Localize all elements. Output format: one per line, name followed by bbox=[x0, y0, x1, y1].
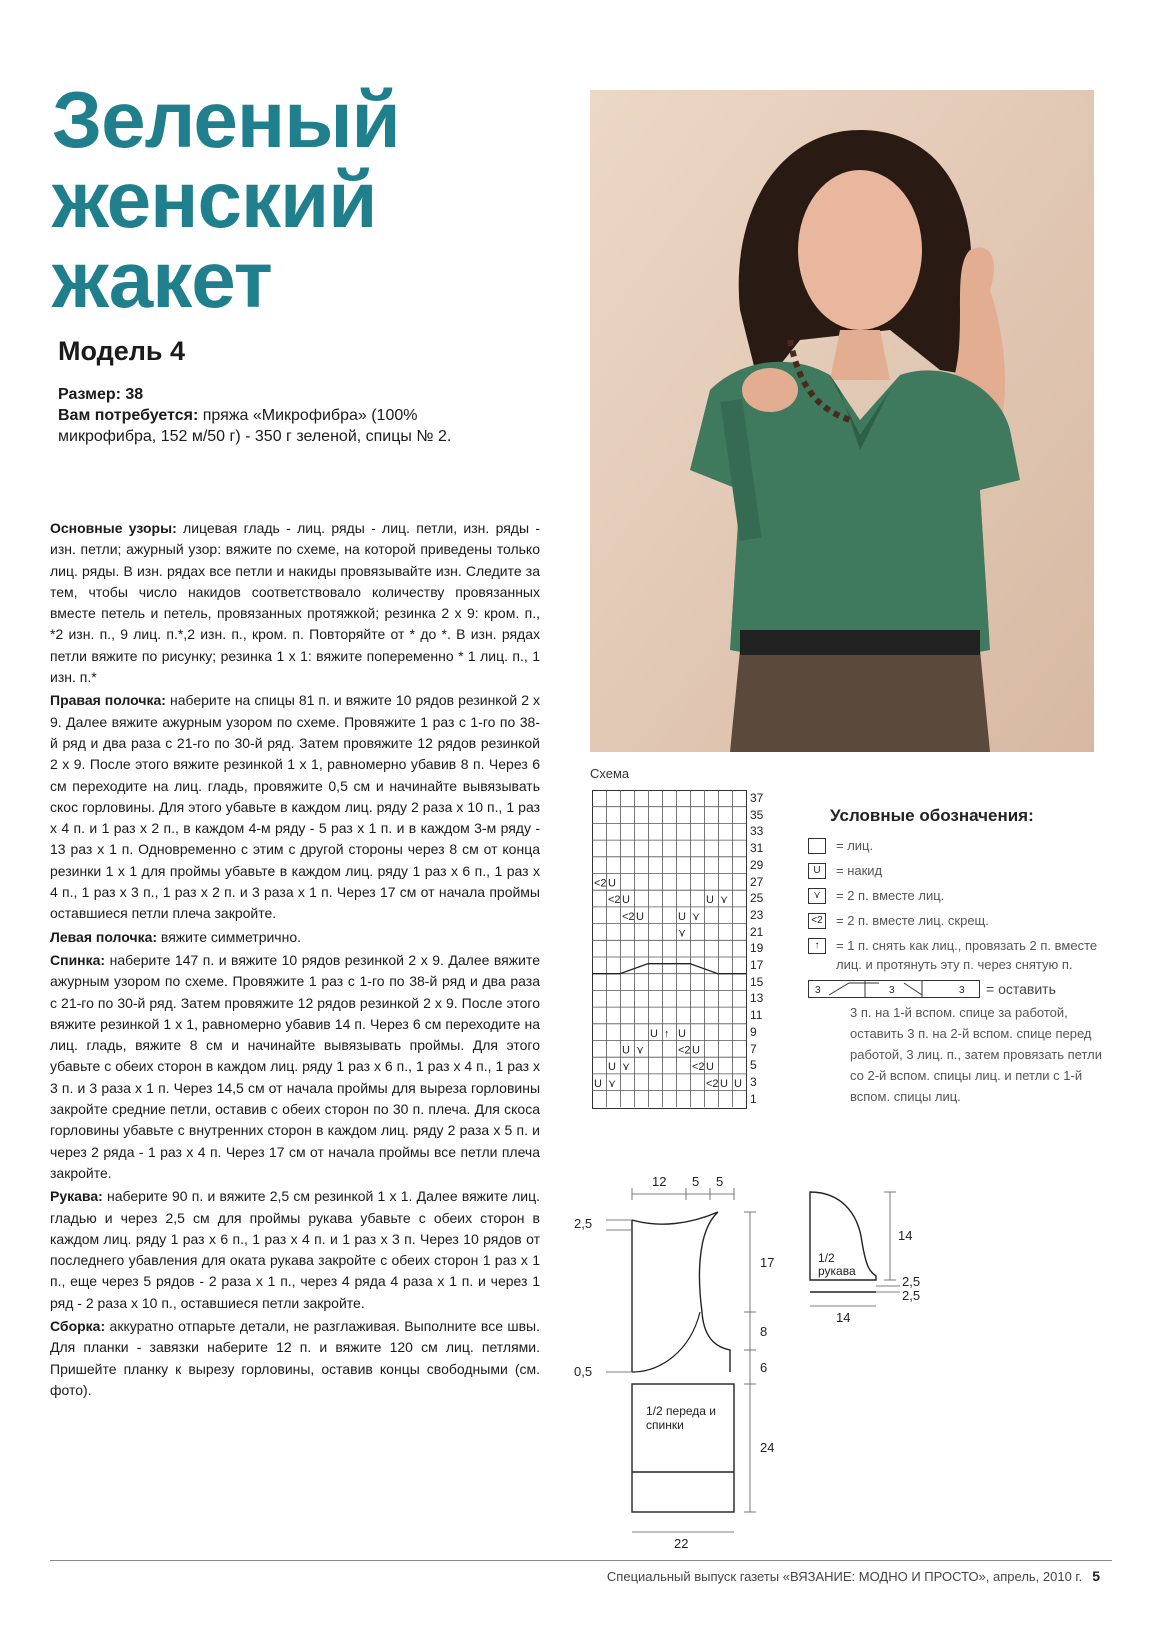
legend-title: Условные обозначения: bbox=[830, 806, 1034, 825]
sleeve-dim-bottom: 14 bbox=[836, 1310, 851, 1325]
sleeve-dim-right-1: 14 bbox=[898, 1228, 913, 1243]
sleeve-dim-right-3: 2,5 bbox=[902, 1288, 921, 1303]
section-left-front: Левая полочка: вяжите симметрично. bbox=[50, 928, 302, 945]
row-number: 5 bbox=[750, 1058, 757, 1073]
chart-symbol: U bbox=[706, 894, 714, 907]
svg-text:3: 3 bbox=[889, 985, 895, 996]
dim-right-4: 24 bbox=[760, 1440, 775, 1455]
dim-left-2: 0,5 bbox=[574, 1364, 593, 1379]
chart-symbol: ⋎ bbox=[692, 910, 701, 923]
title-line-1: Зеленый bbox=[52, 75, 400, 164]
model-heading: Модель 4 bbox=[58, 336, 186, 366]
chart-symbol: <2 bbox=[692, 1061, 705, 1074]
chart-symbol: U bbox=[636, 910, 644, 923]
chart-symbol: U bbox=[706, 1061, 714, 1074]
size-label: Размер: bbox=[58, 386, 121, 403]
cable-description: 3 п. на 1-й вспом. спице за работой, оставить 3 п. на 2-й вспом. спице перед работой, 3 лиц. п., затем провязать петли со 2-й вспом. спицы лиц. и петли с 1-й вспом. спицы лиц. bbox=[850, 1005, 1102, 1104]
chart-symbol: U bbox=[608, 877, 616, 890]
row-number: 3 bbox=[750, 1074, 757, 1089]
legend-item-k2tog: ⋎ = 2 п. вместе лиц. bbox=[808, 886, 1108, 905]
sk2p-symbol-icon: ↑ bbox=[808, 938, 826, 954]
k2tog-tbl-symbol-icon: <2 bbox=[808, 913, 826, 929]
section-right-front: Правая полочка: наберите на спицы 81 п. и вяжите 10 рядов резинкой 2 х 9. Далее вяжите ажурным узором по схеме. Провяжите 1 раз с 1-го по 38-й ряд и два раза с 21-го по 30-й ряд. Затем провяжите 12 рядов резинкой 2 х 9. После этого вяжите резинкой 1 х 1, равномерно убавив 8 п. Через 6 см переходите на лиц. гладь, провяжите 0,5 см и начинайте вывязывать скос горловины. Для этого убавьте в каждом лиц. ряду 2 раза х 10 п., 1 раз х 4 п. и 1 раз х 2 п., в каждом 4-м ряду - 5 раз х 1 п. и в каждом 3-м ряду - 13 раз х 1 п. Одновременно с этим с другой стороны через 8 см от конца резинки 1 х 1 для проймы убавьте в каждом лиц. ряду 1 раз х 6 п., 1 раз х 4 п., 1 раз х 3 п., 1 раз х 2 п. и 3 раза х 1 п. Через 17 см от начала проймы оставшиеся петли плеча закройте. bbox=[50, 692, 541, 922]
row-number: 17 bbox=[750, 958, 764, 972]
row-number: 21 bbox=[750, 924, 764, 939]
cable-symbol-icon bbox=[808, 980, 980, 998]
chart-symbol: ⋎ bbox=[678, 927, 687, 940]
row-number: 35 bbox=[750, 807, 764, 822]
chart-symbol: U bbox=[678, 1027, 686, 1040]
row-number: 15 bbox=[750, 974, 764, 989]
chart-symbol: ⋎ bbox=[720, 894, 729, 907]
yarnover-symbol-icon: U bbox=[808, 863, 826, 879]
chart-symbol: ⋎ bbox=[608, 1077, 617, 1090]
chart-symbol: U bbox=[734, 1077, 742, 1090]
footer bbox=[607, 1568, 1100, 1584]
size-value: 38 bbox=[125, 386, 144, 403]
chart-symbol: <2 bbox=[622, 910, 635, 923]
chart-symbol: <2 bbox=[706, 1077, 719, 1090]
chart-grid bbox=[592, 790, 772, 1110]
cable-band bbox=[592, 964, 746, 974]
dim-top-3: 5 bbox=[716, 1174, 724, 1189]
chart-symbol: <2 bbox=[594, 877, 607, 890]
schema-label: Схема bbox=[590, 766, 630, 781]
knit-symbol-icon bbox=[808, 838, 826, 854]
section-patterns: Основные узоры: лицевая гладь - лиц. ряды - лиц. петли, изн. ряды - изн. петли; ажурный узор: вяжите по схеме, на которой приведены только лиц. ряды. В изн. рядах все петли и накиды провязывайте изн. Следите за тем, чтобы число накидов соответствовало количеству провязанных вместе петель и петель, провязанных протяжкой; резинка 2 х 9: кром. п., *2 изн. п., 9 лиц. п.*,2 изн. п., кром. п. Повторяйте от * до *. В изн. рядах петли вяжите по рисунку; резинка 1 х 1: вяжите попеременно * 1 лиц. п., 1 изн. п.* bbox=[50, 520, 541, 686]
section-sleeves: Рукава: наберите 90 п. и вяжите 2,5 см резинкой 1 х 1. Далее вяжите лиц. гладью и через 2,5 см для проймы рукава убавьте с обеих сторон в каждом лиц. ряду 1 раз х 6 п., 1 раз х 4 п. и 1 раз х 3 п. Через 10 рядов от последнего убавления для оката рукава закройте с обеих сторон 1 раз х 1 п., еще через 5 рядов - 2 раза х 1 п., через 4 ряда 4 раза х 1 п. и через 1 ряд - 2 раза х 10 п., оставшиеся петли закройте. bbox=[50, 1188, 541, 1311]
knitting-chart bbox=[592, 790, 772, 1115]
chart-symbol: ↑ bbox=[664, 1027, 670, 1040]
chart-symbol: U bbox=[622, 894, 630, 907]
garment-schematics bbox=[574, 1172, 980, 1552]
section-back: Спинка: наберите 147 п. и вяжите 10 рядов резинкой 2 х 9. Далее вяжите ажурным узором по схеме. Провяжите 1 раз с 1-го по 38-й ряд и два раза с 21-го по 30-й ряд. Затем провяжите 12 рядов резинкой 2 х 9. После этого вяжите резинкой 1 х 1, равномерно убавив 14 п. Через 6 см переходите на лиц. гладь, вяжите 8 см и начинайте вывязывать проймы. Для этого убавьте с обеих сторон в каждом лиц. ряду 1 раз х 6 п., 1 раз х 4 п., 1 раз х 3 п. и 3 раза х 1 п. Через 14,5 см от начала проймы для выреза горловины закройте средние петли, оставив с обеих сторон по 30 п. плеча. Для скоса горловины убавьте с внутренних сторон в каждом лиц. ряду 2 раза х 5 п. и через 2 ряда - 1 раз х 4 п. Через 17 см от начала проймы все петли плеча закройте. bbox=[50, 951, 540, 1181]
row-number: 23 bbox=[750, 907, 764, 922]
cable-label: = оставить bbox=[986, 981, 1056, 997]
footer-divider bbox=[50, 1560, 1112, 1561]
legend bbox=[808, 806, 1108, 1107]
chart-symbol: U bbox=[678, 910, 686, 923]
legend-item-knit: = лиц. bbox=[808, 836, 1108, 855]
sleeve-schematic-label: 1/2 рукава bbox=[818, 1251, 856, 1278]
svg-text:3: 3 bbox=[959, 985, 965, 996]
materials-label: Вам потребуется: bbox=[58, 407, 199, 424]
instructions bbox=[50, 518, 540, 1403]
page-title bbox=[52, 75, 400, 324]
legend-item-sk2p: ↑ = 1 п. снять как лиц., провязать 2 п. вместе лиц. и протянуть эту п. через снятую п. bbox=[808, 936, 1108, 974]
chart-symbol: U bbox=[650, 1027, 658, 1040]
dim-right-3: 6 bbox=[760, 1360, 768, 1375]
svg-text:3: 3 bbox=[815, 985, 821, 996]
chart-symbol: U bbox=[720, 1077, 728, 1090]
chart-symbol: ⋎ bbox=[636, 1044, 645, 1057]
row-number: 1 bbox=[750, 1091, 757, 1106]
section-assembly: Сборка: аккуратно отпарьте детали, не разглаживая. Выполните все швы. Для планки - завязки наберите 12 п. и вяжите 120 см лиц. петлями. Пришейте планку к вырезу горловины, оставив концы свободными (см. фото). bbox=[50, 1317, 541, 1398]
chart-symbol: U bbox=[608, 1061, 616, 1074]
dim-right-2: 8 bbox=[760, 1324, 768, 1339]
row-number: 11 bbox=[750, 1008, 763, 1023]
footer-text: Специальный выпуск газеты «ВЯЗАНИЕ: МОДНО И ПРОСТО», апрель, 2010 г. bbox=[606, 1569, 1083, 1584]
dim-left-1: 2,5 bbox=[574, 1216, 593, 1231]
dim-bottom: 22 bbox=[674, 1536, 689, 1551]
dim-top-2: 5 bbox=[692, 1174, 700, 1189]
row-number: 19 bbox=[750, 941, 764, 956]
chart-symbol: ⋎ bbox=[622, 1061, 631, 1074]
body-schematic-label: 1/2 переда и спинки bbox=[646, 1404, 716, 1432]
legend-item-yarnover: U = накид bbox=[808, 861, 1108, 880]
model-photo bbox=[590, 90, 1094, 752]
chart-symbol: U bbox=[622, 1044, 630, 1057]
chart-symbol: U bbox=[692, 1044, 700, 1057]
legend-item-cable bbox=[808, 980, 1108, 998]
row-number: 7 bbox=[750, 1041, 757, 1056]
page-number: 5 bbox=[1092, 1568, 1100, 1584]
row-number: 33 bbox=[750, 824, 764, 839]
row-number: 9 bbox=[750, 1024, 757, 1039]
row-number: 37 bbox=[750, 791, 764, 805]
chart-symbol: <2 bbox=[678, 1044, 691, 1057]
dim-top-1: 12 bbox=[652, 1174, 667, 1189]
chart-symbol: <2 bbox=[608, 894, 621, 907]
legend-item-k2tog-tbl: <2 = 2 п. вместе лиц. скрещ. bbox=[808, 911, 1108, 930]
materials-text: пряжа «Микрофибра» (100% микрофибра, 152 м/50 г) - 350 г зеленой, спицы № 2. bbox=[58, 407, 452, 445]
title-line-2: женский bbox=[52, 155, 377, 244]
row-number: 25 bbox=[750, 891, 764, 906]
sleeve-dim-right-2: 2,5 bbox=[902, 1274, 921, 1289]
row-number: 13 bbox=[750, 991, 764, 1006]
row-number: 27 bbox=[750, 874, 764, 889]
row-number: 29 bbox=[750, 857, 764, 872]
materials-block bbox=[58, 384, 458, 447]
row-number: 31 bbox=[750, 841, 764, 856]
k2tog-symbol-icon: ⋎ bbox=[808, 888, 826, 904]
chart-symbol: U bbox=[594, 1077, 602, 1090]
title-line-3: жакет bbox=[52, 235, 272, 324]
dim-right-1: 17 bbox=[760, 1255, 775, 1270]
